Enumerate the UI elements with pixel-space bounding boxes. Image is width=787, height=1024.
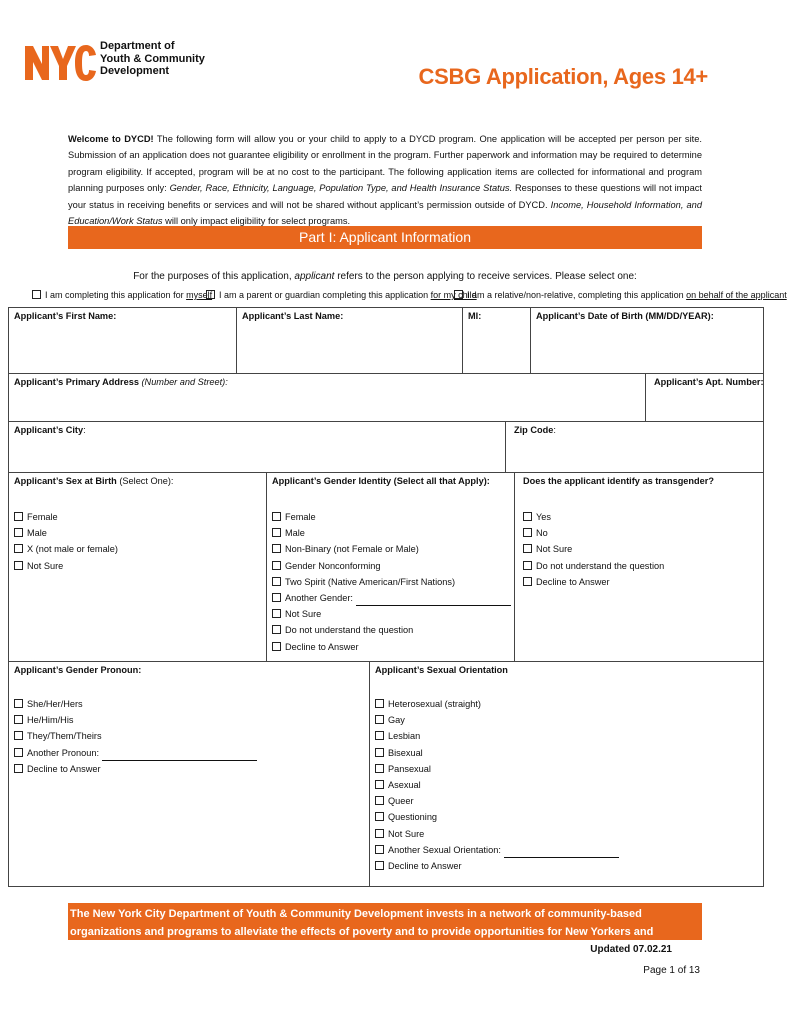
option-label: He/Him/His <box>27 715 74 726</box>
page-number: Page 1 of 13 <box>643 965 700 976</box>
checkbox-icon[interactable] <box>14 561 23 570</box>
option-label: Decline to Answer <box>27 763 101 774</box>
option-label: Non-Binary (not Female or Male) <box>285 544 419 555</box>
nyc-logo <box>24 40 98 84</box>
option-item[interactable] <box>272 541 511 557</box>
zip-colon: : <box>553 425 556 435</box>
choice-relative-label: I am a relative/non-relative, completing this application <box>467 290 687 300</box>
checkbox-icon[interactable] <box>375 731 384 740</box>
intro-text-1: The following form will allow you or your child to apply to a DYCD program. One application will be accepted per person per site. Submission of an application does not guarantee eligibility or enrollment in the program. Further paperwork and information may be required to determine program eligibility. If accepted, program will be at no cost to the participant. The following application items are collected for informational and program planning purposes only: <box>68 134 702 194</box>
middle-initial-field[interactable] <box>463 308 531 374</box>
choice-relative-underlined: on behalf of the applicant <box>686 290 787 300</box>
gender-identity-label: Applicant’s Gender Identity (Select all that Apply): <box>272 476 490 486</box>
option-label: Not Sure <box>388 828 425 839</box>
checkbox-icon[interactable] <box>375 715 384 724</box>
sex-at-birth-section <box>9 473 267 662</box>
option-item[interactable] <box>375 842 619 858</box>
option-item[interactable] <box>14 509 118 525</box>
intro-italic-2: Income, Household Information, and Education/Work Status <box>68 199 703 227</box>
option-item[interactable] <box>375 858 619 874</box>
checkbox-icon[interactable] <box>272 625 281 634</box>
checkbox-icon[interactable] <box>14 764 23 773</box>
primary-address-field[interactable] <box>9 374 646 422</box>
intro-text-2: Responses to these questions will not impact your status in receiving benefits or services and will not be shared without applicant’s permission outside of DYCD. <box>68 183 702 210</box>
checkbox-icon[interactable] <box>14 528 23 537</box>
choice-child-underlined: for my child <box>430 290 477 300</box>
checkbox-icon[interactable] <box>272 528 281 537</box>
agency-line-1: Department of <box>100 40 175 52</box>
purpose-statement <box>0 271 770 282</box>
mi-label: MI: <box>468 311 482 321</box>
option-label: Lesbian <box>388 731 421 742</box>
option-item[interactable] <box>14 712 257 728</box>
apt-label: Applicant’s Apt. Number: <box>654 377 764 387</box>
checkbox-icon[interactable] <box>272 512 281 521</box>
write-in-line[interactable] <box>102 750 257 761</box>
checkbox-icon[interactable] <box>14 731 23 740</box>
intro-text-3: will only impact eligibility for select programs. <box>162 216 351 227</box>
gender-identity-section <box>267 473 515 662</box>
choice-relative[interactable] <box>454 290 787 300</box>
intro-italic-1: Gender, Race, Ethnicity, Language, Population Type, and Health Insurance Status. <box>169 183 513 194</box>
first-name-label: Applicant’s First Name: <box>14 311 117 321</box>
option-label: They/Them/Theirs <box>27 731 102 742</box>
option-item[interactable] <box>272 574 511 590</box>
option-item[interactable] <box>375 745 619 761</box>
last-name-field[interactable] <box>237 308 463 374</box>
agency-line-3: Development <box>100 65 170 77</box>
option-label: Gender Nonconforming <box>285 560 381 571</box>
gender-options <box>272 509 511 655</box>
option-label: Female <box>27 512 58 522</box>
option-label: Heterosexual (straight) <box>388 699 481 709</box>
checkbox-icon[interactable] <box>375 748 384 757</box>
checkbox-icon[interactable] <box>375 764 384 773</box>
orientation-label: Applicant’s Sexual Orientation <box>375 665 508 675</box>
option-item[interactable] <box>375 728 619 744</box>
option-item[interactable] <box>272 509 511 525</box>
write-in-line[interactable] <box>504 847 619 858</box>
option-item[interactable] <box>375 777 619 793</box>
first-name-field[interactable] <box>9 308 237 374</box>
option-label: Another Pronoun: <box>27 747 100 758</box>
checkbox-icon[interactable] <box>454 290 463 299</box>
sexual-orientation-section <box>370 662 764 886</box>
transgender-label: Does the applicant identify as transgender? <box>523 476 714 486</box>
option-item[interactable] <box>375 793 619 809</box>
intro-welcome: Welcome to DYCD! <box>68 134 154 144</box>
option-item[interactable] <box>272 622 511 638</box>
last-name-label: Applicant’s Last Name: <box>242 311 344 321</box>
zip-label: Zip Code <box>514 425 554 435</box>
updated-date: Updated 07.02.21 <box>590 944 672 955</box>
checkbox-icon[interactable] <box>206 290 215 299</box>
checkbox-icon[interactable] <box>375 780 384 789</box>
checkbox-icon[interactable] <box>375 829 384 838</box>
checkbox-icon[interactable] <box>272 577 281 586</box>
option-item[interactable] <box>375 761 619 777</box>
checkbox-icon[interactable] <box>523 528 532 537</box>
checkbox-icon[interactable] <box>32 290 41 299</box>
option-label: X (not male or female) <box>27 544 118 555</box>
intro-paragraph <box>68 131 702 229</box>
checkbox-icon[interactable] <box>375 812 384 821</box>
purpose-post: refers to the person applying to receive services. Please select one: <box>334 271 637 282</box>
option-item[interactable] <box>523 509 664 525</box>
city-colon: : <box>83 425 86 435</box>
option-label: Questioning <box>388 812 438 823</box>
transgender-options <box>523 509 664 590</box>
purpose-pre: For the purposes of this application, <box>133 271 295 282</box>
checkbox-icon[interactable] <box>272 609 281 618</box>
agency-name <box>100 40 205 78</box>
sex-hint: (Select One): <box>116 476 174 486</box>
city-label: Applicant’s City <box>14 425 84 435</box>
option-label: Not Sure <box>27 560 64 571</box>
checkbox-icon[interactable] <box>523 577 532 586</box>
option-item[interactable] <box>375 696 619 712</box>
option-item[interactable] <box>272 639 511 655</box>
option-label: Do not understand the question <box>285 625 414 636</box>
option-label: Female <box>285 512 316 522</box>
mission-statement: The New York City Department of Youth & Community Development invests in a network of community-based organizations and programs to alleviate the effects of poverty and to provide opportunities for New Yorkers and communities to flourish. <box>68 903 702 940</box>
checkbox-icon[interactable] <box>523 512 532 521</box>
checkbox-icon[interactable] <box>523 544 532 553</box>
option-label: Pansexual <box>388 763 431 774</box>
option-item[interactable] <box>375 809 619 825</box>
pronoun-options <box>14 696 257 777</box>
pronoun-label: Applicant’s Gender Pronoun: <box>14 665 142 675</box>
checkbox-icon[interactable] <box>14 715 23 724</box>
option-label: She/Her/Hers <box>27 699 83 709</box>
option-item[interactable] <box>14 745 257 761</box>
checkbox-icon[interactable] <box>14 699 23 708</box>
checkbox-icon[interactable] <box>272 642 281 651</box>
purpose-italic: applicant <box>294 271 335 282</box>
option-item[interactable] <box>523 541 664 557</box>
write-in-line[interactable] <box>356 595 511 606</box>
option-item[interactable] <box>375 712 619 728</box>
option-item[interactable] <box>14 525 118 541</box>
checkbox-icon[interactable] <box>272 544 281 553</box>
applicant-form <box>8 307 764 887</box>
choice-myself[interactable] <box>32 290 212 300</box>
option-label: Decline to Answer <box>388 861 462 872</box>
checkbox-icon[interactable] <box>14 748 23 757</box>
checkbox-icon[interactable] <box>272 593 281 602</box>
option-item[interactable] <box>272 558 511 574</box>
date-of-birth-field[interactable] <box>531 308 764 374</box>
option-label: Not Sure <box>536 544 573 555</box>
option-item[interactable] <box>14 541 118 557</box>
agency-line-2: Youth & Community <box>100 52 205 65</box>
checkbox-icon[interactable] <box>375 796 384 805</box>
option-item[interactable] <box>14 728 257 744</box>
part-1-heading: Part I: Applicant Information <box>68 226 702 249</box>
orientation-options <box>375 696 619 874</box>
option-label: Gay <box>388 715 405 726</box>
checkbox-icon[interactable] <box>375 699 384 708</box>
option-label: Not Sure <box>285 609 322 620</box>
option-label: Decline to Answer <box>536 576 610 587</box>
option-item[interactable] <box>272 525 511 541</box>
option-label: Yes <box>536 512 551 522</box>
option-label: Decline to Answer <box>285 641 359 652</box>
checkbox-icon[interactable] <box>375 845 384 854</box>
option-item[interactable] <box>523 558 664 574</box>
option-label: Queer <box>388 796 414 807</box>
zip-code-field[interactable] <box>506 422 764 473</box>
option-label: No <box>536 528 548 539</box>
address-hint: (Number and Street): <box>141 377 228 387</box>
address-label: Applicant’s Primary Address <box>14 377 139 387</box>
option-item[interactable] <box>14 761 257 777</box>
option-label: Do not understand the question <box>536 560 665 571</box>
checkbox-icon[interactable] <box>14 512 23 521</box>
option-item[interactable] <box>14 696 257 712</box>
sex-options <box>14 509 118 574</box>
option-label: Two Spirit (Native American/First Nations) <box>285 576 456 587</box>
option-label: Bisexual <box>388 747 423 758</box>
document-title: CSBG Application, Ages 14+ <box>418 64 708 89</box>
option-label: Another Gender: <box>285 593 353 604</box>
checkbox-icon[interactable] <box>14 544 23 553</box>
option-item[interactable] <box>272 606 511 622</box>
apt-number-field[interactable] <box>646 374 764 422</box>
transgender-section <box>515 473 764 662</box>
option-item[interactable] <box>14 558 118 574</box>
dob-label: Applicant’s Date of Birth (MM/DD/YEAR): <box>536 311 714 321</box>
checkbox-icon[interactable] <box>523 561 532 570</box>
choice-myself-label: I am completing this application for <box>45 290 187 300</box>
option-item[interactable] <box>272 590 511 606</box>
option-label: Another Sexual Orientation: <box>388 844 501 855</box>
option-item[interactable] <box>375 826 619 842</box>
option-label: Male <box>27 528 47 539</box>
option-label: Asexual <box>388 780 421 791</box>
checkbox-icon[interactable] <box>375 861 384 870</box>
gender-pronoun-section <box>9 662 370 886</box>
sex-label: Applicant’s Sex at Birth <box>14 476 117 486</box>
option-item[interactable] <box>523 525 664 541</box>
option-item[interactable] <box>523 574 664 590</box>
choice-child[interactable] <box>206 290 477 300</box>
city-field[interactable] <box>9 422 506 473</box>
choice-child-label: I am a parent or guardian completing this application <box>219 290 431 300</box>
option-label: Male <box>285 528 305 539</box>
choice-myself-underlined: myself <box>186 290 213 300</box>
checkbox-icon[interactable] <box>272 561 281 570</box>
